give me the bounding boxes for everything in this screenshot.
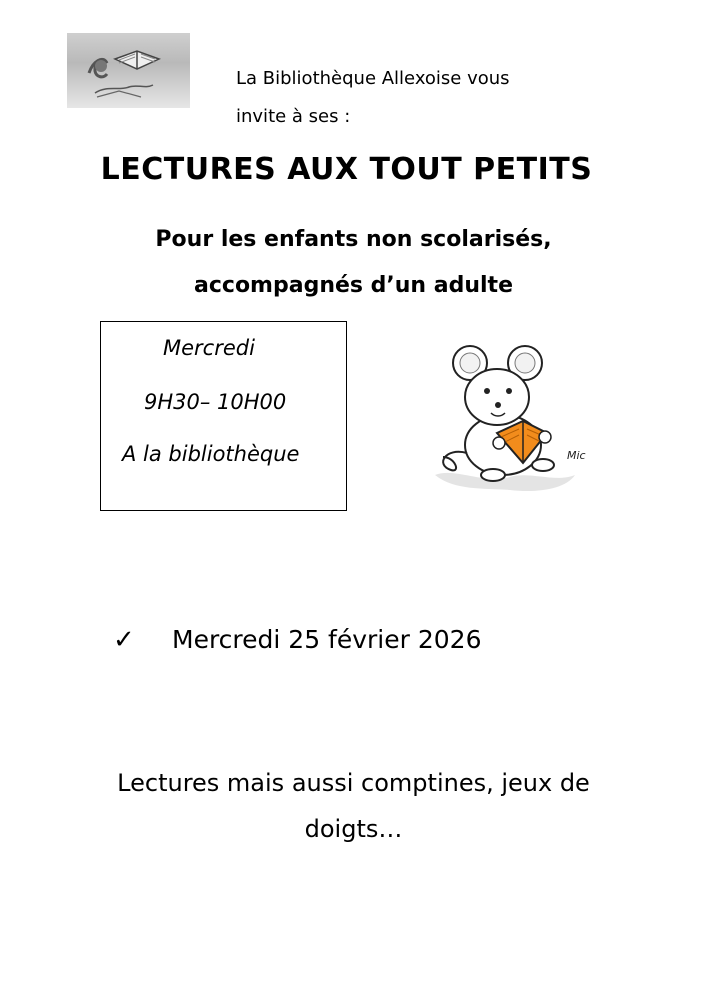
audience-subtitle — [0, 217, 707, 309]
invitation-text — [236, 60, 616, 136]
schedule-time: 9H30– 10H00 — [144, 390, 287, 414]
subtitle-line-1: Pour les enfants non scolarisés, — [155, 227, 552, 252]
schedule-day: Mercredi — [163, 336, 255, 360]
activities-line-1: Lectures mais aussi comptines, jeux de — [117, 769, 590, 797]
activities-description — [0, 760, 707, 852]
page-title: LECTURES AUX TOUT PETITS — [100, 152, 593, 187]
schedule-place: A la bibliothèque — [122, 442, 300, 466]
library-logo — [67, 33, 190, 108]
session-date: Mercredi 25 février 2026 — [172, 625, 482, 654]
reading-mouse-illustration — [415, 325, 595, 505]
activities-line-2: doigts… — [304, 815, 403, 843]
artist-signature: Mic — [567, 449, 586, 462]
schedule-box — [100, 321, 347, 511]
subtitle-line-2: accompagnés d’un adulte — [194, 273, 513, 298]
invitation-line-2: invite à ses : — [236, 106, 351, 127]
invitation-line-1: La Bibliothèque Allexoise vous — [236, 68, 510, 89]
check-icon: ✓ — [113, 625, 135, 655]
open-book-icon — [67, 33, 190, 108]
